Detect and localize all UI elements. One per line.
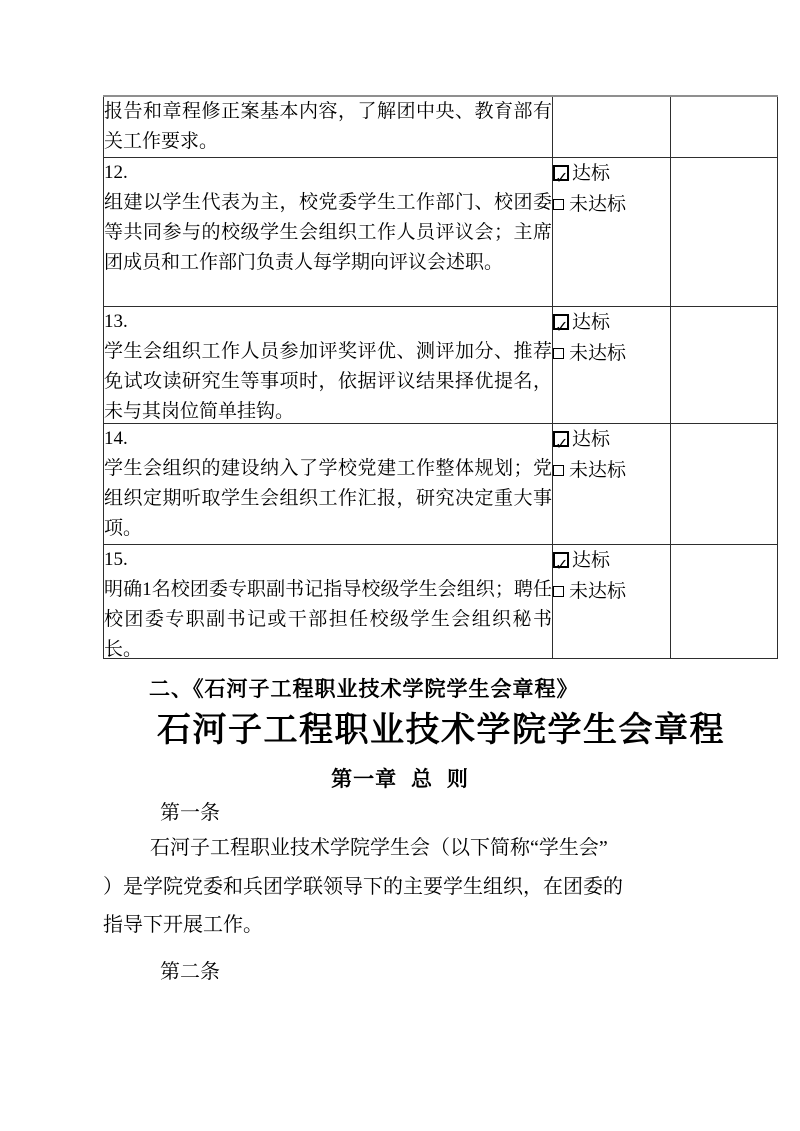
paragraph-line: ）是学院党委和兵团学联领导下的主要学生组织，在团委的 xyxy=(103,875,623,898)
status-option-label: 未达标 xyxy=(569,581,627,602)
status-cell xyxy=(553,424,671,545)
status-option-unmet xyxy=(553,189,670,220)
status-cell xyxy=(553,158,671,307)
chapter-heading: 第一章 总 则 xyxy=(331,768,469,791)
status-option-met xyxy=(553,307,670,338)
compliance-checklist-table xyxy=(103,95,778,659)
table-row xyxy=(104,307,778,424)
status-option-label: 达标 xyxy=(572,312,611,333)
table-row xyxy=(104,545,778,659)
note-cell xyxy=(671,96,778,158)
article-label-1: 第一条 xyxy=(160,802,220,824)
note-cell xyxy=(671,158,778,307)
status-option-met xyxy=(553,424,670,455)
table-row xyxy=(104,424,778,545)
item-number: 12. xyxy=(104,162,128,183)
checked-checkbox-icon[interactable] xyxy=(553,165,569,181)
item-number: 13. xyxy=(104,311,128,332)
item-text-cell xyxy=(104,424,553,545)
note-cell xyxy=(671,424,778,545)
status-option-unmet xyxy=(553,576,670,607)
status-option-unmet xyxy=(553,338,670,369)
item-number: 15. xyxy=(104,549,128,570)
unchecked-checkbox-icon[interactable] xyxy=(553,348,564,359)
status-cell xyxy=(553,545,671,659)
item-text-cell xyxy=(104,545,553,659)
paragraph-line: 石河子工程职业技术学院学生会（以下简称“学生会” xyxy=(150,837,608,859)
table-row xyxy=(104,158,778,307)
status-option-label: 达标 xyxy=(572,429,611,450)
item-text: 报告和章程修正案基本内容，了解团中央、教育部有关工作要求。 xyxy=(104,101,552,152)
status-option-unmet xyxy=(553,455,670,486)
status-option-label: 达标 xyxy=(572,550,611,571)
note-cell xyxy=(671,307,778,424)
checked-checkbox-icon[interactable] xyxy=(553,314,569,330)
item-number: 14. xyxy=(104,428,128,449)
status-option-label: 未达标 xyxy=(569,460,627,481)
unchecked-checkbox-icon[interactable] xyxy=(553,199,564,210)
status-option-label: 达标 xyxy=(572,163,611,184)
status-option-label: 未达标 xyxy=(569,194,627,215)
item-text: 学生会组织的建设纳入了学校党建工作整体规划；党组织定期听取学生会组织工作汇报，研究决定重大事项。 xyxy=(104,458,552,539)
item-text-cell xyxy=(104,96,553,158)
item-text-cell xyxy=(104,307,553,424)
status-option-met xyxy=(553,158,670,189)
article-label-2: 第二条 xyxy=(160,961,220,983)
note-cell xyxy=(671,545,778,659)
section-heading: 二、《石河子工程职业技术学院学生会章程》 xyxy=(149,678,579,701)
paragraph-line: 指导下开展工作。 xyxy=(103,914,263,936)
checked-checkbox-icon[interactable] xyxy=(553,552,569,568)
unchecked-checkbox-icon[interactable] xyxy=(553,465,564,476)
checked-checkbox-icon[interactable] xyxy=(553,431,569,447)
item-text: 组建以学生代表为主，校党委学生工作部门、校团委等共同参与的校级学生会组织工作人员评议会；主席团成员和工作部门负责人每学期向评议会述职。 xyxy=(104,192,552,273)
article-1-paragraph xyxy=(103,829,665,945)
document-title: 石河子工程职业技术学院学生会章程 xyxy=(157,712,725,749)
status-cell xyxy=(553,307,671,424)
item-text-cell xyxy=(104,158,553,307)
item-text: 学生会组织工作人员参加评奖评优、测评加分、推荐免试攻读研究生等事项时，依据评议结果择优提名，未与其岗位简单挂钩。 xyxy=(104,341,552,422)
status-cell xyxy=(553,96,671,158)
status-option-met xyxy=(553,545,670,576)
unchecked-checkbox-icon[interactable] xyxy=(553,586,564,597)
item-text: 明确1名校团委专职副书记指导校级学生会组织；聘任校团委专职副书记或干部担任校级学生会组织秘书长。 xyxy=(104,579,552,658)
table-row xyxy=(104,96,778,158)
status-option-label: 未达标 xyxy=(569,343,627,364)
